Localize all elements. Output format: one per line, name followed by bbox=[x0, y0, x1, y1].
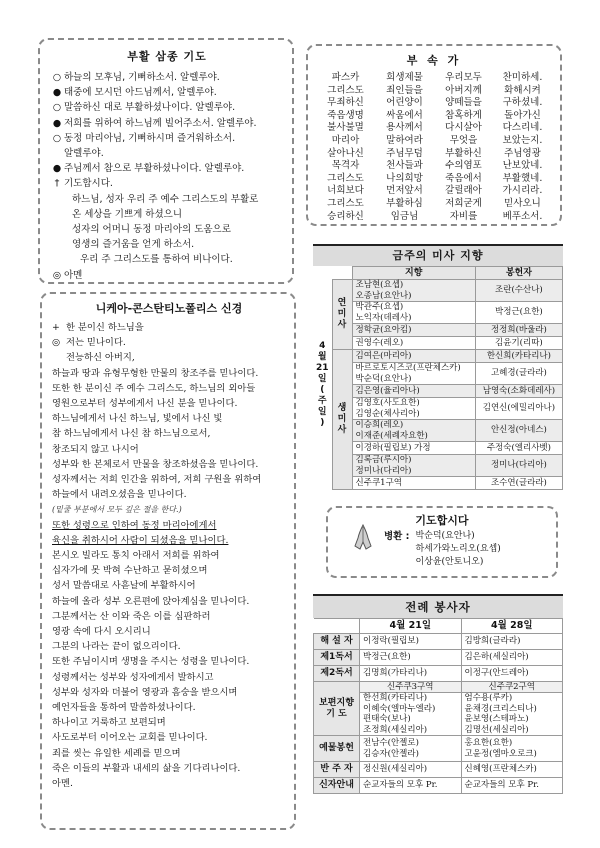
sequence-row bbox=[316, 135, 552, 148]
prayer-marker: ● bbox=[52, 117, 62, 129]
creed-line bbox=[52, 563, 286, 578]
prayer-line bbox=[50, 192, 284, 207]
sequence-title: 부 속 가 bbox=[406, 54, 462, 67]
creed-line bbox=[52, 548, 286, 563]
prayer-line bbox=[50, 131, 284, 146]
creed-line bbox=[52, 746, 286, 761]
mass-intention: 정학균(요아킴) bbox=[352, 324, 475, 337]
creed-line bbox=[52, 578, 286, 593]
sequence-phrase: 희생제물 bbox=[386, 72, 423, 83]
sequence-row bbox=[316, 185, 552, 198]
creed-text: 성자께서는 저희 인간을 위하여, 저희 구원을 위하여 bbox=[52, 474, 262, 486]
creed-text: 본시오 빌라도 통치 아래서 저희를 위하여 bbox=[52, 550, 220, 562]
minister-name-b: 홍요한(요한) 고윤정(엠마오로크) bbox=[461, 736, 563, 762]
sequence-phrase: 돌아가신 bbox=[504, 109, 541, 121]
prayer-line bbox=[50, 252, 284, 267]
creed-line bbox=[52, 594, 286, 609]
creed-text: 하느님에게서 나신 하느님, 빛에서 나신 빛 bbox=[52, 413, 223, 425]
prayer-line bbox=[50, 116, 284, 131]
mass-group-label: 연 미 사 bbox=[332, 280, 352, 350]
sequence-phrase: 양떼들을 bbox=[445, 97, 482, 109]
minister-role: 신자안내 bbox=[314, 778, 360, 794]
sequence-phrase: 가시리라. bbox=[502, 185, 543, 197]
mass-offerer: 안신정(아네스) bbox=[475, 420, 562, 442]
sequence-phrase: 말하여라 bbox=[386, 134, 423, 146]
sequence-phrase: 구하셨네. bbox=[502, 97, 543, 109]
creed-line bbox=[52, 715, 286, 730]
mass-date: 4 월 21 일 ( 주 일 ) bbox=[316, 340, 329, 428]
minister-name-a: 박정근(요한) bbox=[360, 650, 462, 666]
creed-line bbox=[52, 335, 286, 350]
sequence-phrase: 싸움에서 bbox=[386, 109, 423, 121]
sequence-phrase: 먼저앞서 bbox=[386, 185, 423, 197]
sequence-phrase: 천사들과 bbox=[386, 160, 423, 172]
minister-role: 반 주 자 bbox=[314, 762, 360, 778]
creed-text: 육신을 취하시어 사람이 되셨음을 믿나이다. bbox=[52, 534, 229, 546]
sequence-phrase: 죽음생명 bbox=[327, 109, 364, 121]
prayer-marker: † bbox=[54, 178, 60, 190]
creed-line bbox=[52, 442, 286, 457]
mass-group-label: 생 미 사 bbox=[332, 350, 352, 490]
prayer-line bbox=[50, 222, 284, 237]
prayer-marker: ● bbox=[52, 87, 62, 99]
mass-offerer: 한신희(카타리나) bbox=[475, 350, 562, 363]
creed-text: 그분의 나라는 끝이 없으리이다. bbox=[52, 641, 181, 653]
creed-line bbox=[52, 366, 286, 381]
sequence-row bbox=[316, 110, 552, 123]
mass-intention: 김은영(율리아나) bbox=[352, 385, 475, 398]
creed-text: 죄를 씻는 유일한 세례를 믿으며 bbox=[52, 747, 181, 759]
creed-text: 성부와 한 본체로서 만물을 창조하셨음을 믿나이다. bbox=[52, 458, 259, 470]
minister-row bbox=[314, 634, 563, 650]
creed-text: 하늘에서 내려오셨음을 믿나이다. bbox=[52, 489, 187, 501]
minister-names-b: 엄수용(루카) 윤채경(크리스티나) 윤보영(스테파노) 김명선(세실리아) bbox=[461, 693, 563, 736]
mass-intentions-panel bbox=[313, 244, 563, 496]
prayer-text: 영생의 즐거움을 얻게 하소서. bbox=[72, 239, 195, 251]
easter-prayer-box bbox=[38, 38, 294, 284]
creed-line bbox=[52, 320, 286, 335]
creed-line bbox=[52, 639, 286, 654]
creed-line bbox=[52, 518, 286, 533]
mass-offerer: 조란(수산나) bbox=[475, 280, 562, 302]
sequence-phrase: 목격자 bbox=[331, 160, 360, 172]
minister-role: 해 설 자 bbox=[314, 634, 360, 650]
mass-intention: 이경하(필립보) 가정 bbox=[352, 442, 475, 455]
prayer-text: 하느님, 성자 우리 주 예수 그리스도의 부활로 bbox=[72, 193, 259, 205]
sequence-phrase: 불사불멸 bbox=[327, 122, 364, 134]
praying-hands-icon bbox=[348, 522, 378, 552]
creed-line bbox=[52, 457, 286, 472]
minister-name-a: 김명희(가타리나) bbox=[360, 666, 462, 682]
prayer-line bbox=[50, 176, 284, 191]
minister-name-a: 전남수(안젤로) 김승자(안젤라) bbox=[360, 736, 462, 762]
creed-line bbox=[52, 654, 286, 669]
sequence-row bbox=[316, 198, 552, 211]
prayer-text: 기도합시다. bbox=[64, 178, 113, 190]
sequence-row bbox=[316, 85, 552, 98]
sequence-row bbox=[316, 122, 552, 135]
creed-text: 참 하느님에게서 나신 참 하느님으로서, bbox=[52, 428, 211, 440]
sequence-phrase: 마리아 bbox=[331, 134, 360, 146]
creed-line bbox=[52, 776, 286, 791]
creed-line bbox=[52, 426, 286, 441]
ministers-header-date1: 4월 21일 bbox=[360, 619, 462, 634]
creed-text: 또한 주님이시며 생명을 주시는 성령을 믿나이다. bbox=[52, 656, 250, 668]
sequence-phrase: 파스카 bbox=[331, 72, 360, 83]
liturgy-ministers-panel bbox=[313, 594, 563, 832]
minister-name-b: 이정구(안드레아) bbox=[461, 666, 563, 682]
minister-row bbox=[314, 666, 563, 682]
sequence-phrase: 갈릴래아 bbox=[445, 185, 482, 197]
easter-prayer-lines bbox=[50, 70, 284, 283]
illness-name: 하세가와노리오(요셉) bbox=[415, 544, 501, 554]
illness-label: 병환 : bbox=[384, 531, 410, 542]
mass-intention: 조남현(요셉) 오종남(요안나) bbox=[352, 280, 475, 302]
creed-text: 저는 믿나이다. bbox=[66, 337, 126, 349]
creed-text: 아멘. bbox=[52, 778, 73, 790]
mass-intention-row bbox=[313, 280, 563, 302]
creed-text: 십자가에 못 박혀 수난하고 묻히셨으며 bbox=[52, 565, 208, 577]
sequence-phrase: 그리스도 bbox=[327, 172, 364, 184]
mass-offerer: 김연신(에밀리아나) bbox=[475, 398, 562, 420]
prayer-line bbox=[50, 207, 284, 222]
creed-line bbox=[52, 685, 286, 700]
creed-line bbox=[52, 502, 286, 517]
minister-row bbox=[314, 682, 563, 693]
prayer-marker: ○ bbox=[52, 72, 62, 83]
mass-intention: 권영수(레오) bbox=[352, 337, 475, 350]
sequence-phrase: 자비를 bbox=[449, 210, 478, 222]
sequence-phrase: 주님영광 bbox=[504, 147, 541, 159]
mass-offerer: 정정희(바울라) bbox=[475, 324, 562, 337]
creed-line bbox=[52, 700, 286, 715]
minister-name-a: 순교자들의 모후 Pr. bbox=[360, 778, 462, 794]
sequence-phrase: 수의염포 bbox=[445, 160, 482, 172]
sequence-phrase: 부활하심 bbox=[386, 197, 423, 209]
mass-header-spacer bbox=[313, 267, 332, 280]
mass-offerer: 남영숙(소화데레사) bbox=[475, 385, 562, 398]
sequence-phrase: 무죄하신 bbox=[327, 97, 364, 109]
mass-header-offerer: 봉헌자 bbox=[475, 267, 562, 280]
mass-header-spacer bbox=[332, 267, 352, 280]
prayer-marker: ○ bbox=[52, 102, 62, 114]
prayer-text: 말씀하신 대로 부활하셨나이다. 알렐루야. bbox=[64, 102, 236, 114]
prayer-text: 하늘의 모후님, 기뻐하소서. 알렐루야. bbox=[64, 72, 220, 83]
minister-role: 보편지향 기 도 bbox=[314, 682, 360, 736]
sequence-phrase: 살아나신 bbox=[327, 147, 364, 159]
creed-title: 니케아-콘스탄티노폴리스 신경 bbox=[95, 302, 243, 315]
prayer-text: 온 세상을 기쁘게 하셨으니 bbox=[72, 208, 183, 220]
sequence-phrase: 다시살아 bbox=[445, 122, 482, 134]
creed-line bbox=[52, 624, 286, 639]
mass-intention: 바르로토시즈코(프란체스카) 박순덕(요안나) bbox=[352, 363, 475, 385]
sequence-phrase: 무엇을 bbox=[449, 134, 478, 146]
creed-line bbox=[52, 533, 286, 548]
minister-name-b: 김방희(글라라) bbox=[461, 634, 563, 650]
sequence-phrase: 부활하신 bbox=[445, 147, 482, 159]
minister-name-a: 이정락(필립보) bbox=[360, 634, 462, 650]
creed-text: 전능하신 아버지, bbox=[66, 352, 135, 364]
mass-offerer: 고혜경(글라라) bbox=[475, 363, 562, 385]
sequence-phrase: 저희굳게 bbox=[445, 197, 482, 209]
prayer-text: 동정 마리아님, 기뻐하시며 즐거워하소서. bbox=[64, 132, 236, 144]
creed-lines bbox=[52, 320, 286, 791]
minister-row bbox=[314, 778, 563, 794]
sequence-row bbox=[316, 211, 552, 224]
creed-box bbox=[40, 292, 296, 830]
prayer-text: 알렐루야. bbox=[64, 148, 104, 160]
mass-offerer: 조수연(글라라) bbox=[475, 477, 562, 490]
minister-group-a: 신주쿠3구역 bbox=[360, 682, 462, 693]
minister-row bbox=[314, 762, 563, 778]
creed-line bbox=[52, 761, 286, 776]
sequence-phrase: 그리스도 bbox=[327, 84, 364, 96]
illness-names bbox=[415, 530, 500, 569]
sequence-phrase: 임금님 bbox=[390, 210, 419, 222]
sequence-row bbox=[316, 97, 552, 110]
mass-offerer: 정미나(다리아) bbox=[475, 455, 562, 477]
sequence-phrase: 다스리네. bbox=[502, 122, 543, 134]
prayer-marker: ● bbox=[52, 163, 62, 175]
sequence-row bbox=[316, 72, 552, 85]
creed-text: 예언자들을 통하여 말씀하셨나이다. bbox=[52, 702, 196, 714]
creed-marker: + bbox=[52, 322, 60, 333]
prayer-marker: ○ bbox=[52, 132, 62, 144]
prayer-line bbox=[50, 237, 284, 252]
sequence-phrase: 너희보다 bbox=[327, 185, 364, 197]
creed-text: (밑줄 부분에서 모두 깊은 절을 한다.) bbox=[52, 505, 182, 515]
mass-intention: 신주쿠1구역 bbox=[352, 477, 475, 490]
illness-name: 박순덕(요안나) bbox=[415, 531, 475, 541]
sequence-row bbox=[316, 148, 552, 161]
sequence-box bbox=[306, 44, 562, 226]
creed-line bbox=[52, 381, 286, 396]
sequence-phrase: 그리스도 bbox=[327, 197, 364, 209]
creed-line bbox=[52, 487, 286, 502]
mass-intentions-title: 금주의 미사 지향 bbox=[313, 244, 563, 266]
creed-line bbox=[52, 396, 286, 411]
creed-text: 죽은 이들의 부활과 내세의 삶을 기다리나이다. bbox=[52, 762, 241, 774]
creed-line bbox=[52, 670, 286, 685]
let-us-pray-box bbox=[326, 506, 558, 578]
sequence-phrase: 참혹하게 bbox=[445, 109, 482, 121]
mass-intention: 김여은(마리아) bbox=[352, 350, 475, 363]
sequence-phrase: 아버지께 bbox=[445, 84, 482, 96]
prayer-line bbox=[50, 70, 284, 85]
mass-intentions-table bbox=[313, 266, 563, 490]
creed-text: 성부와 성자와 더불어 영광과 흠숭을 받으시며 bbox=[52, 686, 238, 698]
minister-name-b: 순교자들의 모후 Pr. bbox=[461, 778, 563, 794]
prayer-marker: ◎ bbox=[52, 269, 62, 281]
sequence-phrase: 보았는지. bbox=[502, 134, 543, 146]
creed-line bbox=[52, 730, 286, 745]
sequence-phrase: 믿사오니 bbox=[504, 197, 541, 209]
mass-intention: 이승희(레오) 이재준(세례자요한) bbox=[352, 420, 475, 442]
prayer-line bbox=[50, 85, 284, 100]
liturgy-ministers-title: 전례 봉사자 bbox=[313, 594, 563, 618]
sequence-phrase: 화해시켜 bbox=[504, 84, 541, 96]
creed-line bbox=[52, 472, 286, 487]
sequence-phrase: 어린양이 bbox=[386, 97, 423, 109]
mass-intention: 김록금(루시아) 정미나(다리아) bbox=[352, 455, 475, 477]
sequence-phrase: 주님무덤 bbox=[386, 147, 423, 159]
creed-text: 또한 성령으로 인하여 동정 마리아에게서 bbox=[52, 519, 217, 531]
creed-text: 하늘과 땅과 유형무형한 만물의 창조주를 믿나이다. bbox=[52, 367, 259, 379]
prayer-text: 우리 주 그리스도를 통하여 비나이다. bbox=[80, 254, 233, 266]
creed-line bbox=[52, 411, 286, 426]
creed-marker: ◎ bbox=[52, 337, 61, 349]
creed-text: 영원으로부터 성부에게서 나신 분을 믿나이다. bbox=[52, 398, 238, 410]
creed-text: 한 분이신 하느님을 bbox=[66, 322, 144, 333]
illness-name: 이상윤(안토니오) bbox=[415, 557, 484, 567]
ministers-header-date2: 4월 28일 bbox=[461, 619, 563, 634]
sequence-phrase: 죽음에서 bbox=[445, 172, 482, 184]
sequence-phrase: 나의희망 bbox=[386, 172, 423, 184]
mass-intention-row bbox=[313, 350, 563, 363]
creed-text: 영광 속에 다시 오시리니 bbox=[52, 626, 151, 638]
prayer-line bbox=[50, 100, 284, 115]
sequence-phrase: 용사께서 bbox=[386, 122, 423, 134]
sequence-row bbox=[316, 160, 552, 173]
sequence-phrase: 찬미하세. bbox=[502, 72, 543, 83]
sequence-phrase: 베푸소서. bbox=[502, 210, 543, 222]
prayer-text: 저희를 위하여 하느님께 빌어주소서. 알렐루야. bbox=[64, 117, 257, 129]
sequence-phrase: 부활했네. bbox=[502, 172, 543, 184]
minister-name-b: 신혜영(프란체스카) bbox=[461, 762, 563, 778]
minister-names-a: 한선희(카타리나) 이혜숙(엘마누엘라) 편태숙(보나) 조정희(세실리아) bbox=[360, 693, 462, 736]
mass-header-intention: 지향 bbox=[352, 267, 475, 280]
mass-offerer: 주정숙(엘리사벳) bbox=[475, 442, 562, 455]
mass-offerer: 박정근(요한) bbox=[475, 302, 562, 324]
minister-role: 예물봉헌 bbox=[314, 736, 360, 762]
mass-intention: 박관주(요셉) 노익자(데레사) bbox=[352, 302, 475, 324]
prayer-line bbox=[50, 146, 284, 161]
minister-role: 제2독서 bbox=[314, 666, 360, 682]
creed-line bbox=[52, 350, 286, 365]
minister-name-b: 김은하(세실리아) bbox=[461, 650, 563, 666]
creed-line bbox=[52, 609, 286, 624]
creed-text: 하늘에 올라 성부 오른편에 앉아계심을 믿나이다. bbox=[52, 595, 250, 607]
sequence-rows bbox=[316, 72, 552, 223]
let-us-pray-title: 기도합시다 bbox=[415, 514, 469, 527]
mass-offerer: 김윤기(리따) bbox=[475, 337, 562, 350]
minister-row bbox=[314, 736, 563, 762]
minister-name-a: 정신원(세실리아) bbox=[360, 762, 462, 778]
minister-group-b: 신주쿠2구역 bbox=[461, 682, 563, 693]
minister-row bbox=[314, 650, 563, 666]
prayer-line bbox=[50, 161, 284, 176]
liturgy-ministers-table bbox=[313, 618, 563, 794]
creed-text: 하나이고 거룩하고 보편되며 bbox=[52, 717, 166, 729]
creed-text: 또한 한 분이신 주 예수 그리스도, 하느님의 외아들 bbox=[52, 382, 256, 394]
creed-text: 성서 말씀대로 사흗날에 부활하시어 bbox=[52, 580, 196, 592]
sequence-phrase: 난보았네. bbox=[502, 160, 543, 172]
easter-prayer-title: 부활 삼종 기도 bbox=[127, 50, 207, 63]
sequence-row bbox=[316, 173, 552, 186]
prayer-text: 태중에 모시던 아드님께서, 알렐루야. bbox=[64, 87, 217, 99]
creed-text: 사도로부터 이어오는 교회를 믿나이다. bbox=[52, 732, 208, 744]
sequence-phrase: 승리하신 bbox=[327, 210, 364, 222]
prayer-line bbox=[50, 268, 284, 283]
prayer-text: 주님께서 참으로 부활하셨나이다. 알렐루야. bbox=[64, 163, 245, 175]
creed-text: 그분께서는 산 이와 죽은 이를 심판하러 bbox=[52, 610, 211, 622]
sequence-phrase: 죄인들을 bbox=[386, 84, 423, 96]
minister-role: 제1독서 bbox=[314, 650, 360, 666]
ministers-header-role bbox=[314, 619, 360, 634]
sequence-phrase: 우리모두 bbox=[445, 72, 482, 83]
prayer-text: 성자의 어머니 동정 마리아의 도움으로 bbox=[72, 224, 231, 236]
mass-intention: 김영호(사도요한) 김영순(체사리아) bbox=[352, 398, 475, 420]
prayer-text: 아멘 bbox=[64, 269, 83, 281]
creed-text: 창조되지 않고 나시어 bbox=[52, 443, 139, 455]
creed-text: 성령께서는 성부와 성자에게서 발하시고 bbox=[52, 671, 214, 683]
